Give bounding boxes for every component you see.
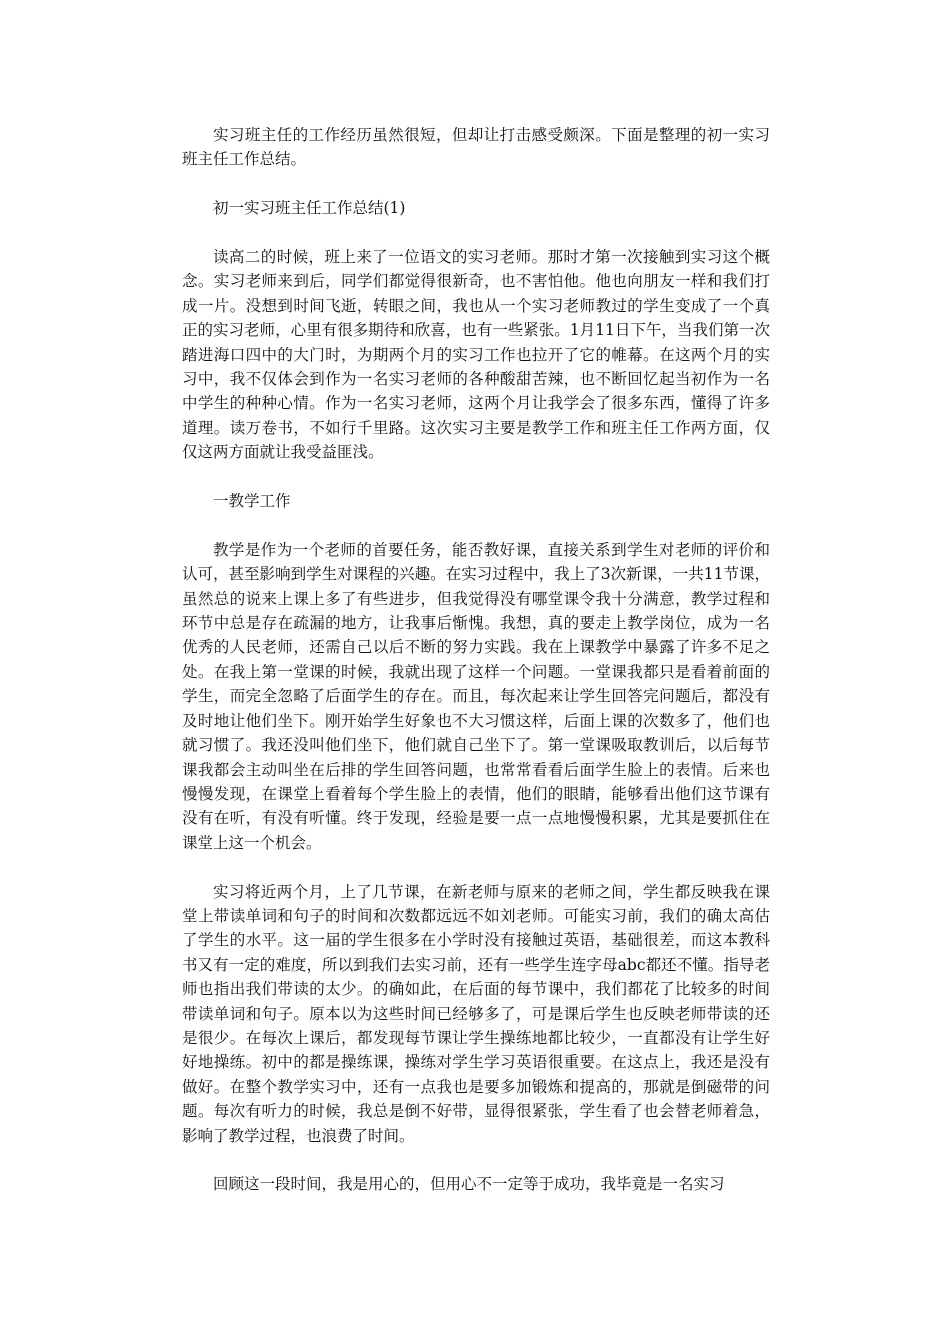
subsection-heading: 一教学工作 [213,492,291,511]
body-paragraph: 实习将近两个月，上了几节课，在新老师与原来的老师之间，学生都反映我在课堂上带读单词和句子的时间和次数都远远不如刘老师。可能实习前，我们的确太高估了学生的水平。这一届的学生很多在小学时没有接触过英语，基础很差，而这本教科书又有一定的难度，所以到我们去实习前，还有一些学生连字母abc都还不懂。指导老师也指出我们带读的太少。的确如此，在后面的每节课中，我们都花了比较多的时间带读单词和句子。原本以为这些时间已经够多了，可是课后学生也反映老师带读的还是很少。在每次上课后，都发现每节课让学生操练地都比较少，一直都没有让学生好好地操练。初中的都是操练课，操练对学生学习英语很重要。在这点上，我还是没有做好。在整个教学实习中，还有一点我也是要多加锻炼和提高的，那就是倒磁带的问题。每次有听力的时候，我总是倒不好带，显得很紧张，学生看了也会替老师着急，影响了教学过程，也浪费了时间。 [182,882,770,1145]
document-body [182,123,770,1221]
intro-paragraph: 实习班主任的工作经历虽然很短，但却让打击感受颇深。下面是整理的初一实习班主任工作总结。 [182,126,770,169]
body-paragraph: 回顾这一段时间，我是用心的，但用心不一定等于成功，我毕竟是一名实习 [213,1175,725,1194]
body-paragraph: 读高二的时候，班上来了一位语文的实习老师。那时才第一次接触到实习这个概念。实习老师来到后，同学们都觉得很新奇，也不害怕他。他也向朋友一样和我们打成一片。没想到时间飞逝，转眼之间，我也从一个实习老师教过的学生变成了一个真正的实习老师，心里有很多期待和欣喜，也有一些紧张。1月11日下午，当我们第一次踏进海口四中的大门时，为期两个月的实习工作也拉开了它的帷幕。在这两个月的实习中，我不仅体会到作为一名实习老师的各种酸甜苦辣，也不断回忆起当初作为一名中学生的种种心情。作为一名实习老师，这两个月让我学会了很多东西，懂得了许多道理。读万卷书，不如行千里路。这次实习主要是教学工作和班主任工作两方面，仅仅这两方面就让我受益匪浅。 [182,248,770,462]
body-paragraph: 教学是作为一个老师的首要任务，能否教好课，直接关系到学生对老师的评价和认可，甚至影响到学生对课程的兴趣。在实习过程中，我上了3次新课，一共11节课，虽然总的说来上课上多了有些进步，但我觉得没有哪堂课令我十分满意，教学过程和环节中总是存在疏漏的地方，让我事后惭愧。我想，真的要走上教学岗位，成为一名优秀的人民老师，还需自己以后不断的努力实践。我在上课教学中暴露了许多不足之处。在我上第一堂课的时候，我就出现了这样一个问题。一堂课我都只是看着前面的学生，而完全忽略了后面学生的存在。而且，每次起来让学生回答完问题后，都没有及时地让他们坐下。刚开始学生好象也不大习惯这样，后面上课的次数多了，他们也就习惯了。我还没叫他们坐下，他们就自己坐下了。第一堂课吸取教训后，以后每节课我都会主动叫坐在后排的学生回答问题，也常常看看后面学生脸上的表情。后来也慢慢发现，在课堂上看着每个学生脸上的表情，他们的眼睛，能够看出他们这节课有没有在听，有没有听懂。终于发现，经验是要一点一点地慢慢积累，尤其是要抓住在课堂上这一个机会。 [182,540,770,852]
section-title: 初一实习班主任工作总结(1) [213,199,406,218]
